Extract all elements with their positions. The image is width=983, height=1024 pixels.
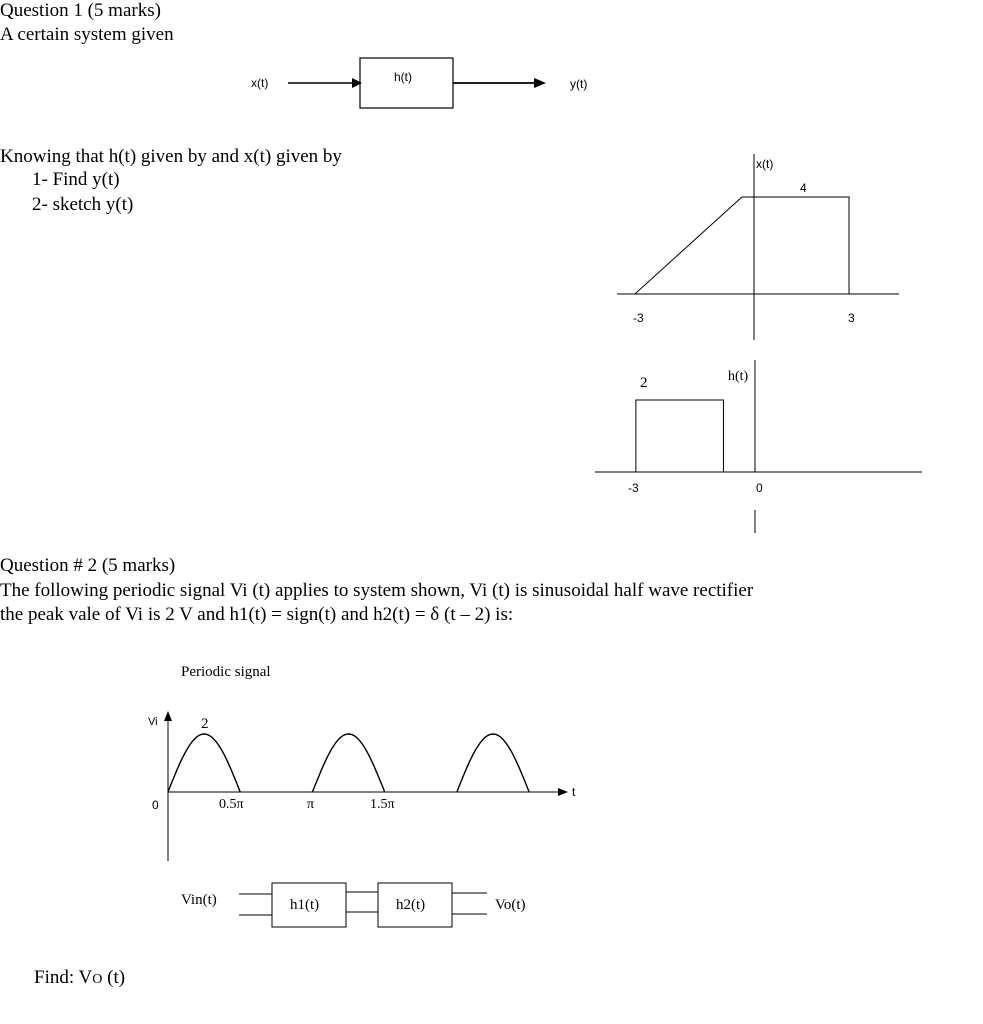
origin-label: 0 (152, 798, 159, 812)
ht-tick-0: 0 (756, 481, 763, 495)
q2-line-2: the peak vale of Vi is 2 V and h1(t) = sign(t) and h2(t) = δ (t – 2) is: (0, 604, 514, 625)
q1-intro: A certain system given (0, 24, 174, 45)
xt-title: x(t) (756, 157, 774, 171)
q1-task-2: 2- sketch y(t) (32, 194, 134, 215)
tick-label-0-5pi: 0.5π (219, 797, 244, 812)
find-text: Find: V (34, 967, 93, 988)
xt-plot (600, 150, 920, 340)
xt-amplitude-label: 4 (800, 181, 807, 195)
block-input-label: x(t) (251, 76, 269, 90)
q1-knowing-text: Knowing that h(t) given by and x(t) given by (0, 146, 342, 167)
q1-block-diagram (240, 50, 620, 120)
tick-label-1-5pi: 1.5π (370, 797, 395, 812)
vi-peak-label: 2 (201, 716, 209, 732)
cascade-input-label: Vin(t) (181, 892, 217, 908)
output-arrowhead (534, 78, 546, 88)
q2-line-1: The following periodic signal Vi (t) applies to system shown, Vi (t) is sinusoidal half wave rectifier (0, 580, 754, 601)
xt-signal-trace (635, 197, 849, 294)
ht-signal-trace (636, 400, 724, 472)
time-axis-arrowhead (558, 788, 568, 796)
ht-tick-minus3: -3 (628, 481, 639, 495)
h2-block-label: h2(t) (396, 897, 426, 913)
find-tail: (t) (102, 967, 126, 988)
find-vo-prompt (34, 967, 125, 991)
block-output-label: y(t) (570, 77, 588, 91)
vi-axis-label: Vi (148, 716, 158, 728)
cascade-diagram (230, 876, 500, 936)
find-subscript: O (92, 972, 103, 987)
block-system-label: h(t) (394, 70, 412, 84)
vi-pulse-group (168, 734, 529, 792)
q1-task-1: 1- Find y(t) (32, 169, 120, 190)
vi-pulse-3 (457, 734, 529, 792)
ht-title: h(t) (728, 369, 749, 384)
periodic-signal-title: Periodic signal (181, 664, 271, 680)
q1-heading: Question 1 (5 marks) (0, 0, 161, 21)
periodic-signal-plot (140, 705, 590, 865)
vi-pulse-1 (168, 734, 240, 792)
time-axis-label: t (572, 785, 576, 799)
vi-axis-arrowhead (164, 711, 172, 721)
tick-label-pi: π (307, 797, 315, 812)
ht-amplitude-label: 2 (640, 375, 648, 391)
h1-block-label: h1(t) (290, 897, 320, 913)
xt-tick-minus3: -3 (633, 311, 644, 325)
xt-tick-3: 3 (848, 311, 855, 325)
q2-heading: Question # 2 (5 marks) (0, 555, 176, 576)
ht-plot (590, 360, 925, 535)
cascade-output-label: Vo(t) (495, 897, 526, 913)
vi-pulse-2 (312, 734, 384, 792)
